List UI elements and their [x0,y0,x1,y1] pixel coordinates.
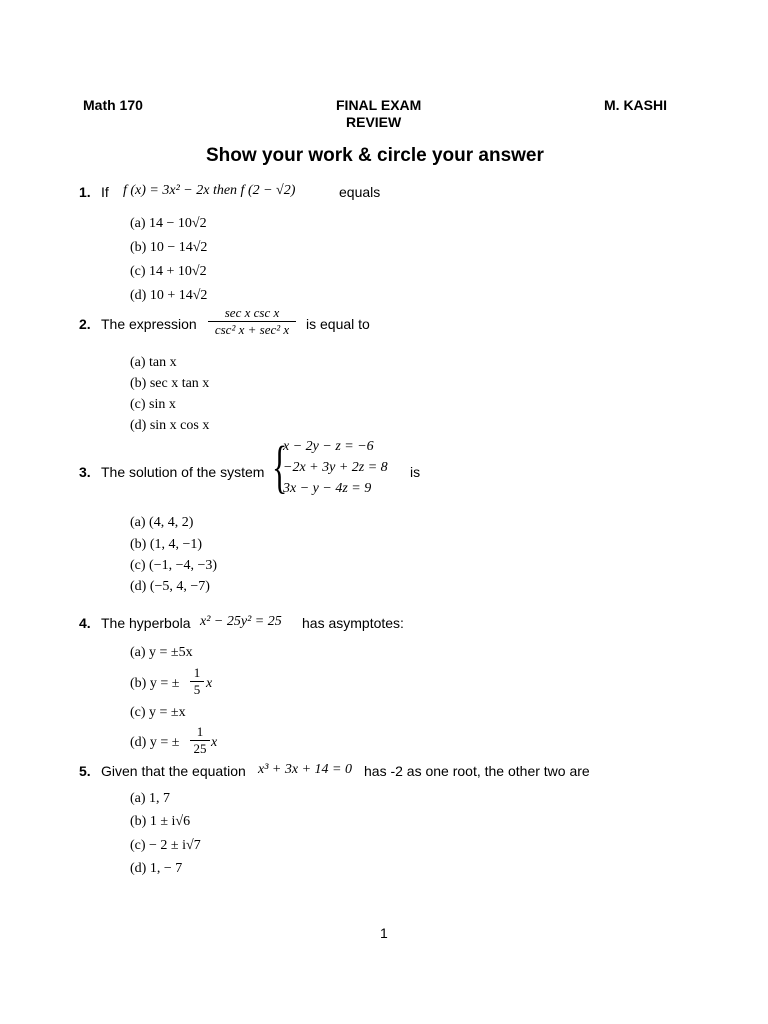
q3-lead: The solution of the system [101,464,265,480]
q3-number: 3. [79,464,91,480]
q4-lead: The hyperbola [101,615,191,631]
q4-tail: has asymptotes: [302,615,404,631]
q5-choice-d: (d) 1, − 7 [130,861,183,876]
q2-choice-a: (a) tan x [130,355,177,370]
q2-choice-c: (c) sin x [130,397,176,412]
q4-choice-a: (a) y = ±5x [130,645,193,660]
q2-tail: is equal to [306,316,370,332]
q1-choice-a: (a) 14 − 10√2 [130,216,207,231]
q1-choice-d: (d) 10 + 14√2 [130,288,208,303]
q4-choice-d-fraction [190,725,210,756]
q4-number: 4. [79,615,91,631]
exam-title-line1: FINAL EXAM [336,97,422,113]
q1-tail: equals [339,184,381,200]
q3-tail: is [410,464,421,480]
q3-choice-a: (a) (4, 4, 2) [130,515,194,530]
q5-tail: has -2 as one root, the other two are [364,763,590,779]
q1-lead: If [101,184,109,200]
q5-expression: x³ + 3x + 14 = 0 [258,762,352,777]
q4-expression: x² − 25y² = 25 [200,614,282,629]
system-brace-icon: { [272,434,288,499]
q5-number: 5. [79,763,91,779]
q4-choice-b-numerator: 1 [193,665,201,680]
q3-choice-c: (c) (−1, −4, −3) [130,558,218,573]
q5-choice-c: (c) − 2 ± i√7 [130,838,201,853]
q2-fraction-numerator: sec x csc x [224,305,280,320]
q2-lead: The expression [101,316,197,332]
q3-choice-d: (d) (−5, 4, −7) [130,579,210,594]
course-label: Math 170 [83,97,143,113]
q1-choice-b: (b) 10 − 14√2 [130,240,208,255]
q2-choice-d: (d) sin x cos x [130,418,210,433]
q2-fraction [208,306,296,337]
q1-expression: f (x) = 3x² − 2x then f (2 − √2) [123,183,296,198]
q3-equation-1: x − 2y − z = −6 [283,439,374,454]
exam-title-line2: REVIEW [346,114,402,130]
q4-choice-d-denominator: 25 [193,741,207,756]
q4-choice-b-prefix: (b) y = ± [130,676,180,691]
q5-choice-b: (b) 1 ± i√6 [130,814,191,829]
q3-choice-b: (b) (1, 4, −1) [130,537,203,552]
page-title: Show your work & circle your answer [206,145,544,166]
instructor-label: M. KASHI [604,97,667,113]
q4-choice-b-suffix: x [206,676,213,691]
q3-equation-3: 3x − y − 4z = 9 [283,481,372,496]
q1-choice-c: (c) 14 + 10√2 [130,264,207,279]
q1-number: 1. [79,184,91,200]
q5-lead: Given that the equation [101,763,246,779]
q4-choice-d-numerator: 1 [196,724,204,739]
q4-choice-b-fraction [190,666,204,697]
q5-choice-a: (a) 1, 7 [130,791,171,806]
q4-choice-d-prefix: (d) y = ± [130,735,180,750]
q3-equation-2: −2x + 3y + 2z = 8 [283,460,388,475]
q4-choice-b-denominator: 5 [193,682,201,697]
page-number: 1 [380,925,388,941]
q2-choice-b: (b) sec x tan x [130,376,210,391]
q2-fraction-denominator: csc² x + sec² x [214,322,290,337]
q2-number: 2. [79,316,91,332]
q4-choice-d-suffix: x [211,735,218,750]
q4-choice-c: (c) y = ±x [130,705,186,720]
